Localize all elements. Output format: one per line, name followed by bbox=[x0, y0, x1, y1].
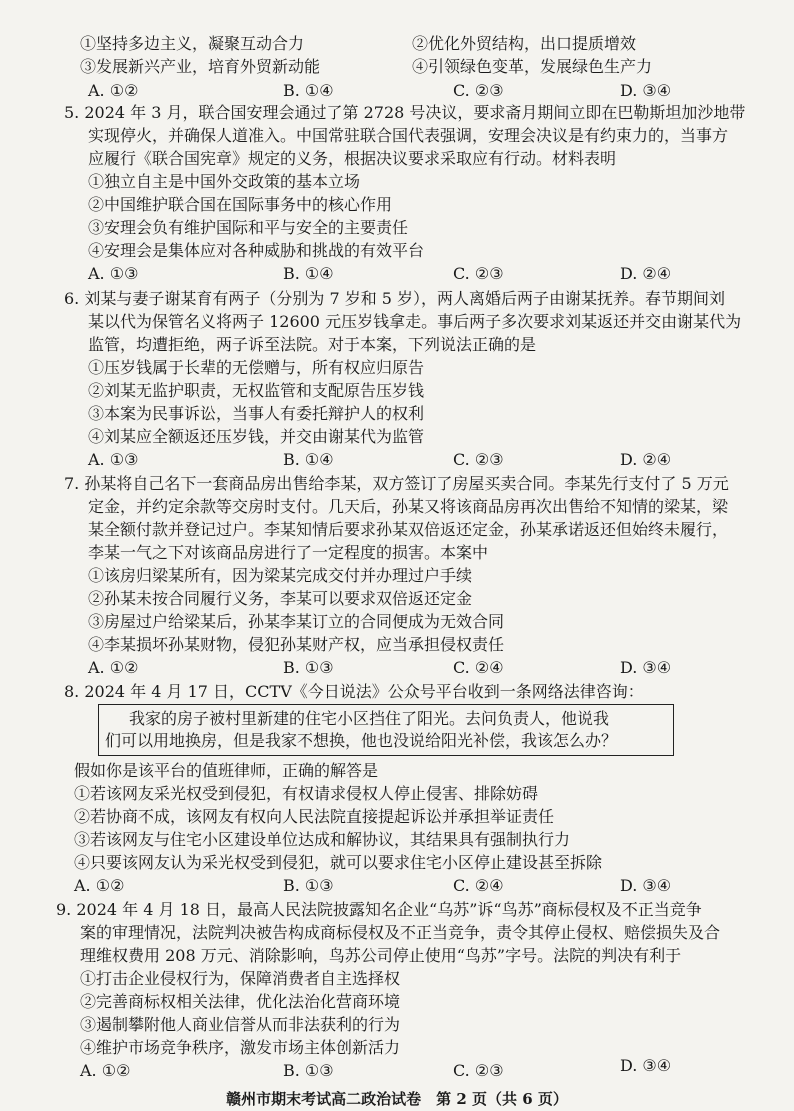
option-1: ①坚持多边主义，凝聚互动合力 bbox=[80, 34, 305, 53]
q6-choice-b: B. ①④ bbox=[283, 450, 334, 469]
q5-option-4: ④安理会是集体应对各种威胁和挑战的有效平台 bbox=[88, 241, 425, 260]
q8-choice-a: A. ①② bbox=[74, 876, 125, 895]
q8-choice-d: D. ③④ bbox=[620, 876, 672, 895]
choice-b: B. ①④ bbox=[283, 81, 334, 100]
q8-option-2: ②若协商不成，该网友有权向人民法院直接提起诉讼并承担举证责任 bbox=[74, 807, 555, 826]
page-footer: 赣州市期末考试高二政治试卷 第 2 页（共 6 页） bbox=[226, 1090, 568, 1108]
q8-choice-c: C. ②④ bbox=[453, 876, 504, 895]
q6-choice-c: C. ②③ bbox=[453, 450, 504, 469]
q9-option-1: ①打击企业侵权行为，保障消费者自主选择权 bbox=[80, 969, 401, 988]
q8-choice-b: B. ①③ bbox=[283, 876, 334, 895]
option-2: ②优化外贸结构，出口提质增效 bbox=[412, 34, 637, 53]
q7-choice-a: A. ①② bbox=[88, 658, 139, 677]
q9-choice-b: B. ①③ bbox=[283, 1061, 334, 1080]
q5-option-1: ①独立自主是中国外交政策的基本立场 bbox=[88, 172, 361, 191]
q6-stem-line1: 6. 刘某与妻子谢某育有两子（分别为 7 岁和 5 岁），两人离婚后两子由谢某抚养。春节期间刘 bbox=[64, 289, 726, 308]
q7-stem-line3: 某全额付款并登记过户。李某知情后要求孙某双倍返还定金，孙某承诺返还但始终未履行， bbox=[88, 520, 729, 539]
q7-option-1: ①该房归梁某所有，因为梁某完成交付并办理过户手续 bbox=[88, 566, 473, 585]
q6-option-1: ①压岁钱属于长辈的无偿赠与，所有权应归原告 bbox=[88, 358, 425, 377]
choice-d: D. ③④ bbox=[620, 81, 672, 100]
q7-option-2: ②孙某未按合同履行义务，李某可以要求双倍返还定金 bbox=[88, 589, 473, 608]
q6-stem-line3: 监管，均遭拒绝，两子诉至法院。对于本案，下列说法正确的是 bbox=[88, 335, 537, 354]
q5-stem-line1: 5. 2024 年 3 月，联合国安理会通过了第 2728 号决议，要求斋月期间立即在巴勒斯坦加沙地带 bbox=[64, 103, 746, 122]
q8-option-3: ③若该网友与住宅小区建设单位达成和解协议，其结果具有强制执行力 bbox=[74, 830, 571, 849]
q9-choice-c: C. ②③ bbox=[453, 1061, 504, 1080]
q6-option-3: ③本案为民事诉讼，当事人有委托辩护人的权利 bbox=[88, 404, 425, 423]
q5-choice-c: C. ②③ bbox=[453, 264, 504, 283]
consultation-line2: 们可以用地换房，但是我家不想换，他也没说给阳光补偿，我该怎么办？ bbox=[105, 731, 618, 750]
q7-choice-b: B. ①③ bbox=[283, 658, 334, 677]
q5-stem-line2: 实现停火，并确保人道准入。中国常驻联合国代表强调，安理会决议是有约束力的，当事方 bbox=[88, 126, 729, 145]
q6-choice-a: A. ①③ bbox=[88, 450, 139, 469]
consultation-line1: 我家的房子被村里新建的住宅小区挡住了阳光。去问负责人，他说我 bbox=[129, 709, 610, 728]
q7-choice-c: C. ②④ bbox=[453, 658, 504, 677]
q8-option-1: ①若该网友采光权受到侵犯，有权请求侵权人停止侵害、排除妨碍 bbox=[74, 784, 539, 803]
q8-stem-line2: 假如你是该平台的值班律师，正确的解答是 bbox=[74, 761, 379, 780]
q5-choice-a: A. ①③ bbox=[88, 264, 139, 283]
option-4: ④引领绿色变革，发展绿色生产力 bbox=[412, 57, 653, 76]
q6-choice-d: D. ②④ bbox=[620, 450, 672, 469]
option-3: ③发展新兴产业，培育外贸新动能 bbox=[80, 57, 321, 76]
q9-option-4: ④维护市场竞争秩序，激发市场主体创新活力 bbox=[80, 1038, 401, 1057]
q5-choice-b: B. ①④ bbox=[283, 264, 334, 283]
choice-a: A. ①② bbox=[88, 81, 139, 100]
q8-option-4: ④只要该网友认为采光权受到侵犯，就可以要求住宅小区停止建设甚至拆除 bbox=[74, 853, 603, 872]
q6-stem-line2: 某以代为保管名义将两子 12600 元压岁钱拿走。事后两子多次要求刘某返还并交由谢某代为 bbox=[88, 312, 742, 331]
q5-option-3: ③安理会负有维护国际和平与安全的主要责任 bbox=[88, 218, 409, 237]
q7-choice-d: D. ③④ bbox=[620, 658, 672, 677]
q9-stem-line1: 9. 2024 年 4 月 18 日，最高人民法院披露知名企业“乌苏”诉“鸟苏”商标侵权及不正当竞争 bbox=[56, 900, 702, 919]
q9-stem-line2: 案的审理情况，法院判决被告构成商标侵权及不正当竞争，责令其停止侵权、赔偿损失及合 bbox=[80, 923, 721, 942]
q7-option-4: ④李某损坏孙某财物，侵犯孙某财产权，应当承担侵权责任 bbox=[88, 635, 505, 654]
choice-c: C. ②③ bbox=[453, 81, 504, 100]
consultation-box bbox=[98, 704, 674, 756]
q8-stem-line1: 8. 2024 年 4 月 17 日，CCTV《今日说法》公众号平台收到一条网络法律咨询： bbox=[64, 682, 644, 701]
q7-stem-line1: 7. 孙某将自己名下一套商品房出售给李某，双方签订了房屋买卖合同。李某先行支付了 5 万元 bbox=[64, 474, 729, 493]
q9-option-2: ②完善商标权相关法律，优化法治化营商环境 bbox=[80, 992, 401, 1011]
q9-choice-d: D. ③④ bbox=[620, 1056, 672, 1075]
q6-option-2: ②刘某无监护职责，无权监管和支配原告压岁钱 bbox=[88, 381, 425, 400]
q7-option-3: ③房屋过户给梁某后，孙某李某订立的合同便成为无效合同 bbox=[88, 612, 505, 631]
q6-option-4: ④刘某应全额返还压岁钱，并交由谢某代为监管 bbox=[88, 427, 425, 446]
q9-option-3: ③遏制攀附他人商业信誉从而非法获利的行为 bbox=[80, 1015, 401, 1034]
q5-option-2: ②中国维护联合国在国际事务中的核心作用 bbox=[88, 195, 393, 214]
q7-stem-line2: 定金，并约定余款等交房时支付。几天后，孙某又将该商品房再次出售给不知情的梁某，梁 bbox=[88, 497, 729, 516]
q9-choice-a: A. ①② bbox=[80, 1061, 131, 1080]
q9-stem-line3: 理维权费用 208 万元、消除影响，鸟苏公司停止使用“鸟苏”字号。法院的判决有利于 bbox=[80, 946, 682, 965]
q5-choice-d: D. ②④ bbox=[620, 264, 672, 283]
q7-stem-line4: 李某一气之下对该商品房进行了一定程度的损害。本案中 bbox=[88, 543, 489, 562]
q5-stem-line3: 应履行《联合国宪章》规定的义务，根据决议要求采取应有行动。材料表明 bbox=[88, 149, 617, 168]
